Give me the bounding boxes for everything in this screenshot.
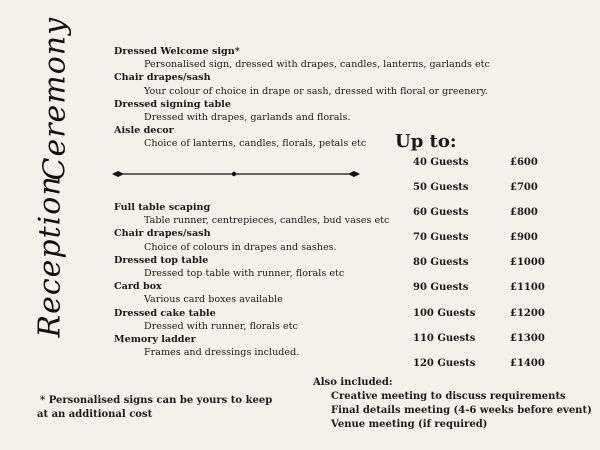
guest-count: 90 Guests	[413, 282, 469, 294]
guest-count: 110 Guests	[413, 332, 476, 344]
price-row	[413, 232, 545, 257]
list-item	[114, 71, 490, 97]
item-desc: Personalised sign, dressed with drapes, candles, lanterns, garlands etc	[144, 59, 490, 71]
price-row	[413, 308, 545, 333]
item-desc: Choice of lanterns, candles, florals, petals etc	[144, 138, 367, 150]
item-desc: Choice of colours in drapes and sashes.	[144, 241, 337, 253]
price: £1200	[510, 307, 545, 319]
price-row	[413, 333, 545, 358]
list-item	[114, 98, 490, 124]
item-desc: Frames and dressings included.	[144, 347, 300, 359]
also-included	[313, 376, 592, 432]
list-item	[114, 45, 490, 71]
price: £1300	[510, 332, 545, 344]
item-title: Memory ladder	[114, 334, 196, 346]
price-row	[413, 182, 545, 207]
price-table	[413, 157, 545, 383]
pricing-label: Up to:	[395, 131, 457, 152]
guest-count: 40 Guests	[413, 157, 469, 168]
included-item: Creative meeting to discuss requirements	[331, 391, 566, 402]
item-desc: Your colour of choice in drape or sash, dressed with floral or greenery.	[144, 85, 488, 97]
item-title: Chair drapes/sash	[114, 228, 211, 240]
list-item	[114, 201, 389, 227]
item-desc: Dressed with drapes, garlands and florals.	[144, 112, 351, 124]
footnote	[37, 394, 273, 422]
guest-count: 100 Guests	[413, 307, 476, 319]
item-title: Dressed signing table	[114, 98, 231, 110]
item-title: Dressed top table	[114, 254, 209, 266]
price: £1100	[510, 282, 545, 294]
item-title: Card box	[114, 281, 162, 293]
price: £700	[510, 182, 538, 194]
item-desc: Dressed top table with runner, florals etc	[144, 268, 345, 280]
guest-count: 50 Guests	[413, 182, 469, 194]
list-item	[114, 254, 389, 280]
item-title: Aisle decor	[114, 125, 174, 137]
included-item: Venue meeting (if required)	[331, 419, 488, 430]
guest-count: 120 Guests	[413, 357, 476, 369]
included-item: Final details meeting (4-6 weeks before event)	[331, 405, 592, 416]
item-title: Dressed cake table	[114, 307, 216, 319]
reception-heading: Reception	[32, 175, 68, 338]
list-item	[114, 307, 389, 333]
price-row	[413, 257, 545, 282]
list-item	[114, 280, 389, 306]
item-title: Dressed Welcome sign*	[114, 46, 240, 57]
price: £900	[510, 232, 538, 244]
item-desc: Table runner, centrepieces, candles, bud vases etc	[144, 215, 390, 227]
price: £1400	[510, 357, 545, 369]
price-row	[413, 207, 545, 232]
guest-count: 80 Guests	[413, 257, 469, 269]
price-row	[413, 157, 545, 182]
price: £1000	[510, 257, 545, 269]
divider-ornament	[112, 168, 362, 180]
reception-list	[114, 201, 389, 359]
also-included-label: Also included:	[313, 377, 393, 388]
price: £600	[510, 157, 538, 168]
price-row	[413, 282, 545, 307]
item-title: Chair drapes/sash	[114, 72, 211, 84]
footnote-line: * Personalised signs can be yours to keep	[40, 395, 273, 406]
item-desc: Various card boxes available	[144, 294, 283, 306]
guest-count: 70 Guests	[413, 232, 469, 244]
item-title: Full table scaping	[114, 202, 211, 213]
item-desc: Dressed with runner, florals etc	[144, 320, 298, 332]
guest-count: 60 Guests	[413, 207, 469, 219]
footnote-line: at an additional cost	[37, 409, 153, 420]
list-item	[114, 333, 389, 359]
ceremony-heading: Ceremony	[37, 16, 73, 181]
price: £800	[510, 207, 538, 219]
list-item	[114, 227, 389, 253]
